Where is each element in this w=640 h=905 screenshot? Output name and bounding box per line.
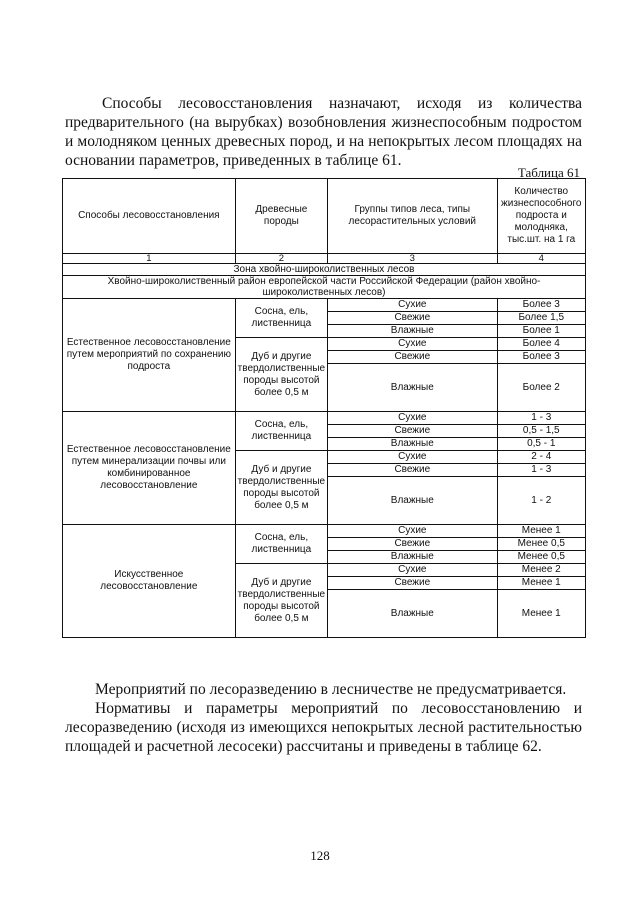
table-header-row [63,179,586,254]
zone-row [63,264,586,276]
quantity-cell: Менее 1 [497,577,585,590]
header-forest-types: Группы типов леса, типы лесорастительных условий [328,179,497,254]
table-row [63,299,586,312]
forest-type-cell: Свежие [328,351,497,364]
method-cell: Естественное лесовосстановление путем минерализации почвы или комбинированное лесовосстановление [63,412,236,525]
forest-type-cell: Влажные [328,551,497,564]
table-61 [62,178,586,638]
forest-type-cell: Влажные [328,325,497,338]
forest-type-cell: Свежие [328,425,497,438]
quantity-cell: 0,5 - 1,5 [497,425,585,438]
region-label: Хвойно-широколиственный район европейской части Российской Федерации (район хвойно-широколиственных лесов) [63,276,586,299]
forest-type-cell: Влажные [328,364,497,412]
forest-type-cell: Свежие [328,312,497,325]
region-row [63,276,586,299]
column-number-row [63,254,586,264]
species-cell: Сосна, ель, лиственница [235,412,327,451]
quantity-cell: Более 2 [497,364,585,412]
quantity-cell: 0,5 - 1 [497,438,585,451]
forest-type-cell: Свежие [328,538,497,551]
species-cell: Дуб и другие твердолиственные породы высотой более 0,5 м [235,564,327,638]
quantity-cell: Менее 0,5 [497,538,585,551]
forest-type-cell: Сухие [328,451,497,464]
table-row [63,412,586,425]
header-quantity: Количество жизнеспособного подроста и молодняка, тыс.шт. на 1 га [497,179,585,254]
method-cell: Естественное лесовосстановление путем мероприятий по сохранению подроста [63,299,236,412]
intro-paragraph: Способы лесовосстановления назначают, исходя из количества предварительного (на вырубках) возобновления жизнеспособным подростом и молодняком ценных древесных пород, и на непокрытых лесом площадях на основании параметров, приведенных в таблице 61. [65,95,582,169]
method-cell: Искусственное лесовосстановление [63,525,236,638]
quantity-cell: 1 - 2 [497,477,585,525]
forest-type-cell: Сухие [328,525,497,538]
paragraph-norms: Нормативы и параметры мероприятий по лесовосстановлению и лесоразведению (исходя из имеющихся непокрытых лесной растительностью площадей и расчетной лесосеки) рассчитаны и приведены в таблице 62. [65,700,582,755]
header-species: Древесные породы [235,179,327,254]
forest-type-cell: Сухие [328,299,497,312]
species-cell: Сосна, ель, лиственница [235,299,327,338]
table-caption: Таблица 61 [517,165,580,180]
quantity-cell: 2 - 4 [497,451,585,464]
quantity-cell: Менее 1 [497,525,585,538]
quantity-cell: Менее 1 [497,590,585,638]
paragraph-afforestation: Мероприятий по лесоразведению в лесничестве не предусматривается. [95,681,567,698]
forest-type-cell: Сухие [328,338,497,351]
forest-type-cell: Сухие [328,564,497,577]
forest-type-cell: Свежие [328,577,497,590]
forest-type-cell: Свежие [328,464,497,477]
forest-type-cell: Влажные [328,477,497,525]
quantity-cell: 1 - 3 [497,412,585,425]
quantity-cell: Более 1,5 [497,312,585,325]
page-number: 128 [310,848,330,863]
forest-type-cell: Сухие [328,412,497,425]
species-cell: Дуб и другие твердолиственные породы высотой более 0,5 м [235,338,327,412]
species-cell: Дуб и другие твердолиственные породы высотой более 0,5 м [235,451,327,525]
zone-label: Зона хвойно-широколиственных лесов [63,264,586,276]
forest-type-cell: Влажные [328,438,497,451]
quantity-cell: Более 3 [497,299,585,312]
quantity-cell: Более 1 [497,325,585,338]
column-number: 1 [63,254,236,264]
quantity-cell: Более 3 [497,351,585,364]
quantity-cell: Более 4 [497,338,585,351]
forest-type-cell: Влажные [328,590,497,638]
column-number: 4 [497,254,585,264]
species-cell: Сосна, ель, лиственница [235,525,327,564]
quantity-cell: Менее 2 [497,564,585,577]
quantity-cell: 1 - 3 [497,464,585,477]
header-methods: Способы лесовосстановления [63,179,236,254]
column-number: 2 [235,254,327,264]
column-number: 3 [328,254,497,264]
table-row [63,525,586,538]
quantity-cell: Менее 0,5 [497,551,585,564]
